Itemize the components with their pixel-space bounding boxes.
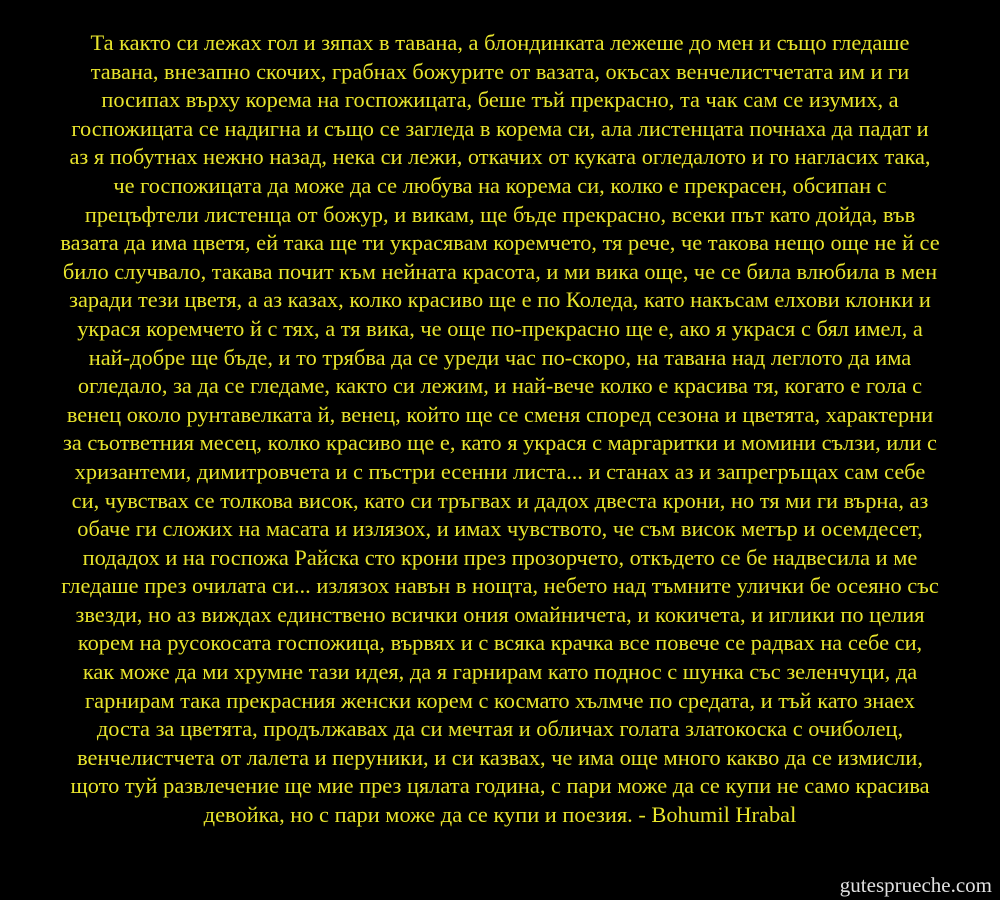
quote-line: прецъфтели листенца от божур, и викам, ще бъде прекрасно, всеки път като дойда, във (84, 201, 916, 227)
quote-line: вазата да има цветя, ей така ще ти украсявам коремчето, тя рече, че такова нещо още не й се (60, 230, 940, 256)
quote-line: гледаше през очилата си... излязох навън в нощта, небето над тъмните улички бе осеяно със (61, 573, 939, 599)
quote-line: звезди, но аз виждах единствено всички ония омайничета, и кокичета, и иглики по целия (75, 601, 925, 627)
quote-line: че госпожицата да може да се любува на корема си, колко е прекрасен, обсипан с (113, 172, 887, 198)
quote-line: госпожицата се надигна и също се загледа в корема си, ала листенцата почнаха да падат и (71, 115, 929, 141)
watermark: gutesprueche.com (839, 873, 992, 897)
quote-line: подадох и на госпожа Райска сто крони през прозорчето, откъдето се бе надвесила и ме (82, 544, 918, 570)
quote-line: си, чувствах се толкова висок, като си тръгвах и дадох двеста крони, но тя ми ги върна, аз (71, 487, 929, 513)
quote-line: най-добре ще бъде, и то трябва да се уреди час по-скоро, на тавана над леглото да има (88, 344, 912, 370)
quote-line: девойка, но с пари може да се купи и поезия. - Bohumil Hrabal (203, 802, 797, 828)
quote-line: посипах върху корема на госпожицата, беше тъй прекрасно, та чак сам се изумих, а (101, 87, 899, 113)
quote-line: заради тези цветя, а аз казах, колко красиво ще е по Коледа, като накъсам елхови клонки и (69, 287, 931, 313)
quote-line: тавана, внезапно скочих, грабнах божурите от вазата, окъсах венчелистчетата им и ги (90, 58, 910, 84)
quote-line: хризантеми, димитровчета и с пъстри есенни листа... и станах аз и запрегръщах сам себе (74, 458, 926, 484)
quote-line: щото туй развлечение ще мие през цялата година, с пари може да се купи не само красива (70, 773, 930, 799)
quote-line: гарнирам така прекрасния женски корем с космато хълмче по средата, и тъй като знаех (85, 687, 915, 713)
quote-line: корем на русокосата госпожица, вървях и с всяка крачка все повече се радвах на себе си, (77, 630, 923, 656)
quote-line: обаче ги сложих на масата и излязох, и имах чувството, че съм висок метър и осемдесет, (77, 516, 923, 542)
quote-line: огледало, за да се гледаме, както си лежим, и най-вече колко е красива тя, когато е гола с (77, 373, 923, 399)
quote-line: за съответния месец, колко красиво ще е, като я украся с маргаритки и момини сълзи, или с (63, 430, 937, 456)
quote-line: било случвало, такава почит към нейната красота, и ми вика още, че се била влюбила в мен (62, 258, 938, 284)
quote-line: доста за цветята, продължавах да си мечтая и обличах голата златокоска с очиболец, (96, 716, 904, 742)
quote-line: Та както си лежах гол и зяпах в тавана, а блондинката лежеше до мен и също гледаше (90, 30, 910, 55)
quote-line: как може да ми хрумне тази идея, да я гарнирам като поднос с шунка със зеленчуци, да (82, 659, 918, 685)
quote-line: венец около рунтавелката й, венец, който ще се сменя според сезона и цветята, характерни (66, 401, 934, 427)
quote-line: аз я побутнах нежно назад, нека си лежи, откачих от куката огледалото и го нагласих така, (69, 144, 931, 170)
quote-line: венчелистчета от лалета и перуники, и си казвах, че има още много какво да се измисли, (77, 744, 923, 770)
quote-line: украся коремчето й с тях, а тя вика, че още по-прекрасно ще е, ако я украся с бял имел, а (77, 315, 923, 341)
